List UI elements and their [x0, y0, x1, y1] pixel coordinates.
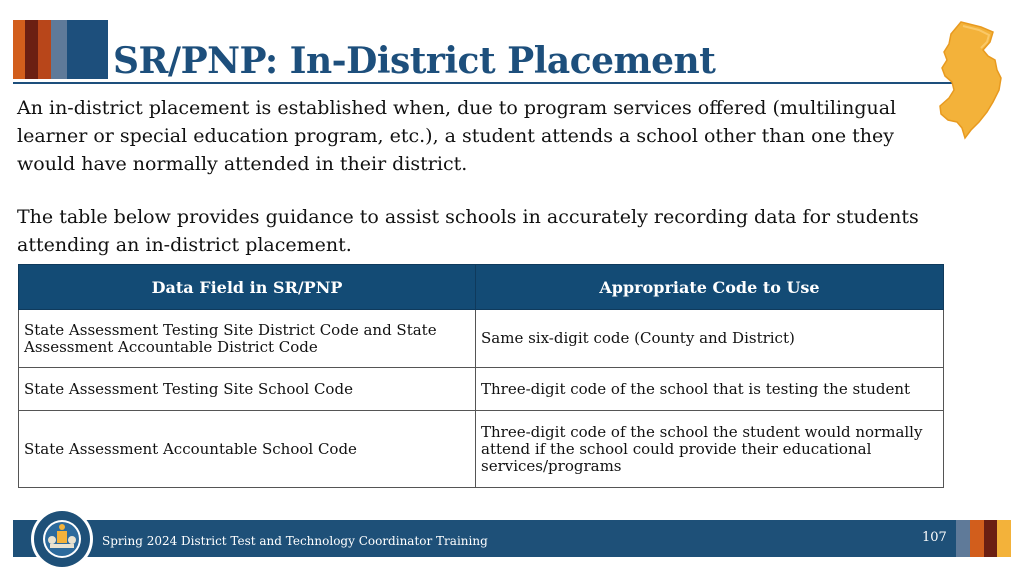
- table-row: [19, 310, 944, 368]
- column-header: Appropriate Code to Use: [476, 265, 944, 310]
- table-cell: State Assessment Testing Site District Code and State Assessment Accountable District Code: [19, 310, 476, 368]
- intro-paragraph: An in-district placement is established when, due to program services offered (multilingual learner or special education program, etc.), a student attends a school other than one they would have normally attended in their district.: [17, 97, 897, 175]
- table-cell: Three-digit code of the school the student would normally attend if the school could provide their educational services/programs: [476, 411, 944, 488]
- title-divider: [13, 82, 961, 84]
- table-cell: State Assessment Accountable School Code: [19, 411, 476, 488]
- table-cell: State Assessment Testing Site School Code: [19, 368, 476, 411]
- table-header-row: [19, 265, 944, 310]
- table-cell: Same six-digit code (County and District): [476, 310, 944, 368]
- guidance-table: [18, 264, 944, 488]
- new-jersey-map-icon: [935, 18, 1007, 140]
- footer-text: Spring 2024 District Test and Technology Coordinator Training: [102, 534, 488, 548]
- column-header: Data Field in SR/PNP: [19, 265, 476, 310]
- table-cell: Three-digit code of the school that is testing the student: [476, 368, 944, 411]
- page-number: 107: [922, 530, 947, 545]
- slide-title: SR/PNP: In-District Placement: [113, 40, 716, 82]
- nj-department-of-education-seal-icon: [30, 507, 94, 571]
- footer-color-bars: [956, 520, 1011, 557]
- guidance-paragraph: The table below provides guidance to assist schools in accurately recording data for students attending an in-district placement.: [17, 206, 919, 256]
- table-row: [19, 411, 944, 488]
- header-color-bars: [13, 20, 108, 79]
- table-row: [19, 368, 944, 411]
